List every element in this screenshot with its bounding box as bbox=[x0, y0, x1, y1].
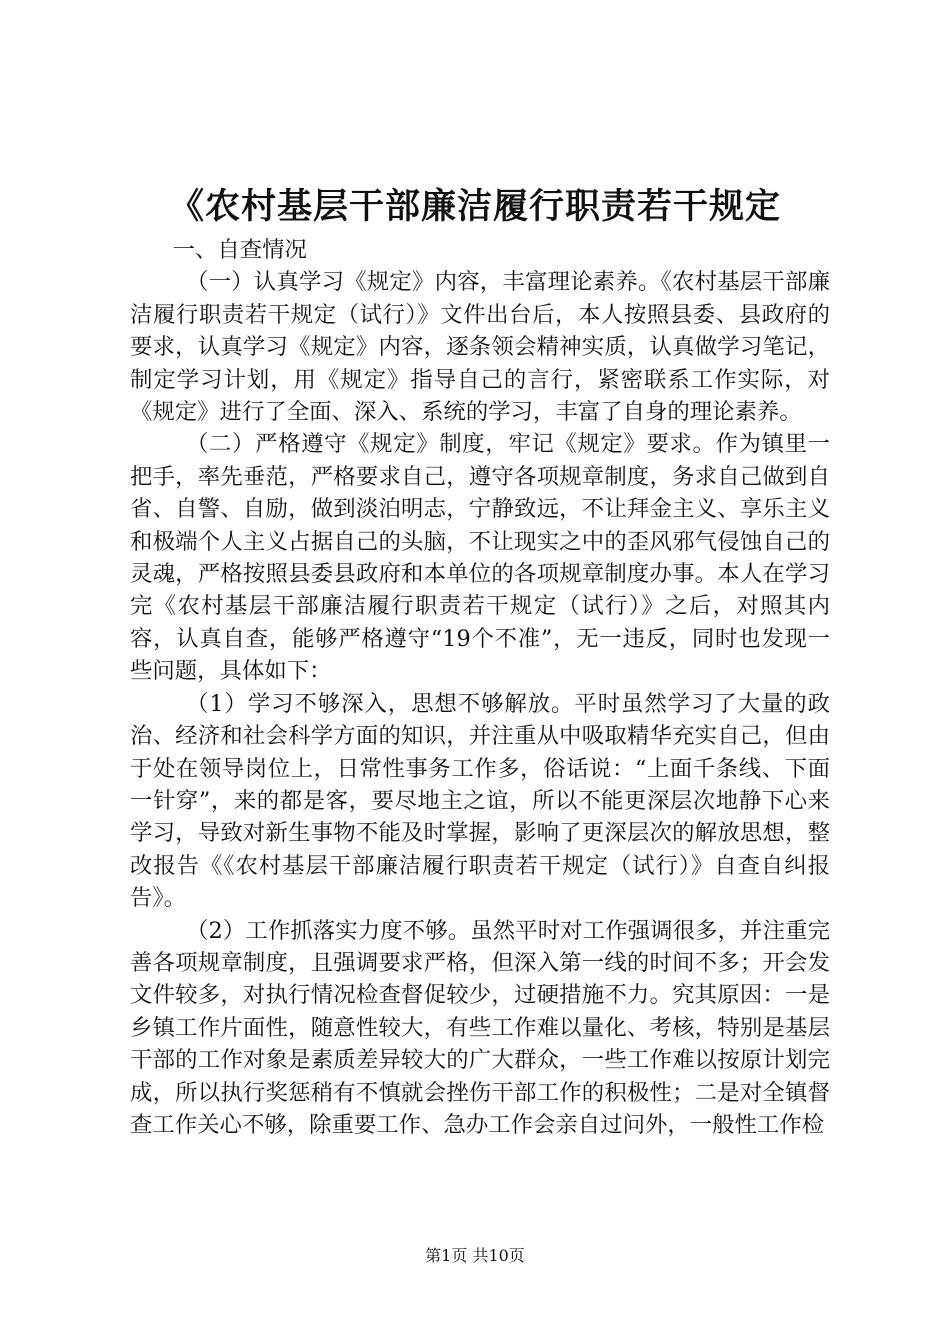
document-body bbox=[130, 234, 830, 1141]
paragraph-2: （二）严格遵守《规定》制度，牢记《规定》要求。作为镇里一把手，率先垂范，严格要求自己，遵守各项规章制度，务求自己做到自省、自警、自励，做到淡泊明志，宁静致远，不让拜金主义、享乐主义和极端个人主义占据自己的头脑，不让现实之中的歪风邪气侵蚀自己的灵魂，严格按照县委县政府和本单位的各项规章制度办事。本人在学习完《农村基层干部廉洁履行职责若干规定（试行）》之后，对照其内容，认真自查，能够严格遵守“19个不准”，无一违反，同时也发现一些问题，具体如下： bbox=[130, 431, 830, 685]
paragraph-3: （1）学习不够深入，思想不够解放。平时虽然学习了大量的政治、经济和社会科学方面的知识，并注重从中吸取精华充实自己，但由于处在领导岗位上，日常性事务工作多，俗话说：“上面千条线、下面一针穿”，来的都是客，要尽地主之谊，所以不能更深层次地静下心来学习，导致对新生事物不能及时掌握，影响了更深层次的解放思想，整改报告《《农村基层干部廉洁履行职责若干规定（试行）》自查自纠报告》。 bbox=[130, 690, 830, 912]
section-heading: 一、自查情况 bbox=[172, 237, 307, 263]
paragraph-1: （一）认真学习《规定》内容，丰富理论素养。《农村基层干部廉洁履行职责若干规定（试行）》文件出台后，本人按照县委、县政府的要求，认真学习《规定》内容，逐条领会精神实质，认真做学习笔记，制定学习计划，用《规定》指导自己的言行，紧密联系工作实际，对《规定》进行了全面、深入、系统的学习，丰富了自身的理论素养。 bbox=[130, 269, 830, 426]
page-footer: 第1页 共10页 bbox=[425, 1246, 525, 1265]
page-title: 《农村基层干部廉洁履行职责若干规定 bbox=[168, 186, 781, 227]
paragraph-4: （2）工作抓落实力度不够。虽然平时对工作强调很多，并注重完善各项规章制度，且强调要求严格，但深入第一线的时间不多；开会发文件较多，对执行情况检查督促较少，过硬措施不力。究其原因：一是乡镇工作片面性，随意性较大，有些工作难以量化、考核，特别是基层干部的工作对象是素质差异较大的广大群众，一些工作难以按原计划完成，所以执行奖惩稍有不慎就会挫伤干部工作的积极性；二是对全镇督查工作关心不够，除重要工作、急办工作会亲自过问外，一般性工作检 bbox=[130, 917, 830, 1138]
